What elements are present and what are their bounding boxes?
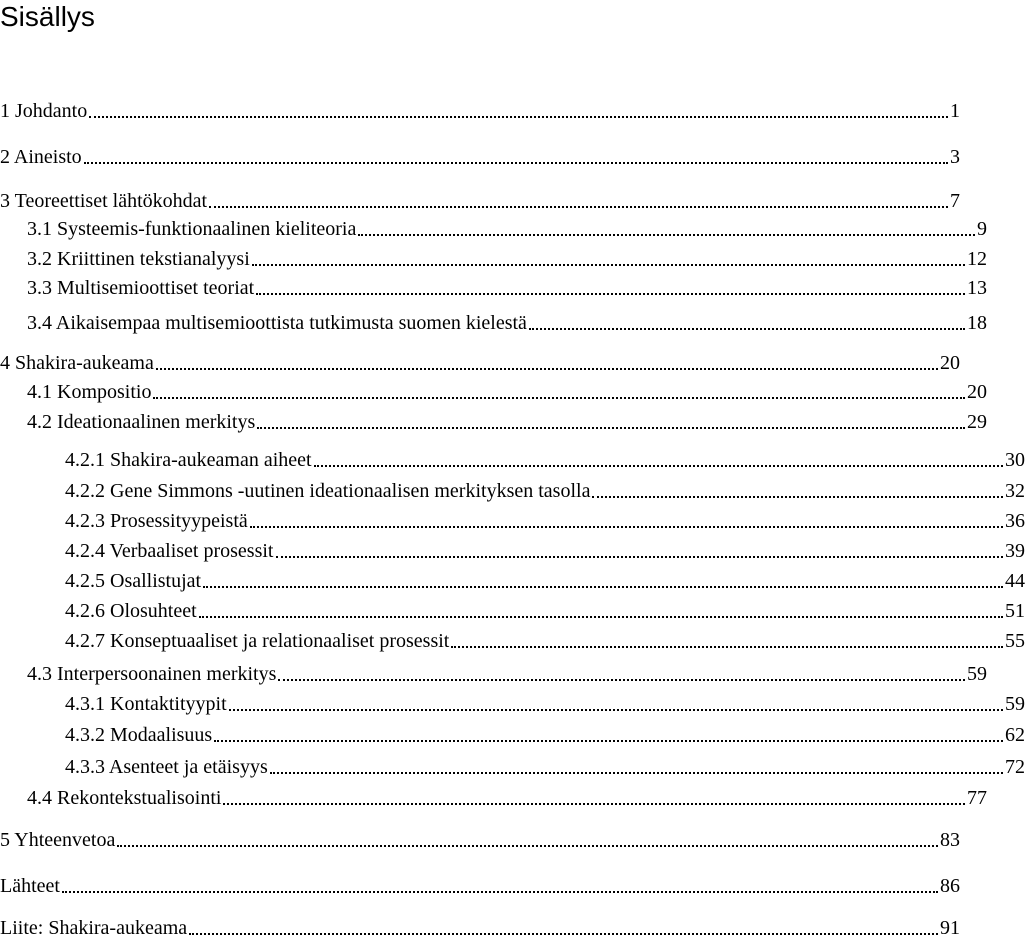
- dot-leader: [84, 161, 948, 164]
- page-title: Sisällys: [0, 1, 95, 32]
- toc-entry-label: 3.4 Aikaisempaa multisemioottista tutkimusta suomen kielestä: [27, 312, 527, 334]
- dot-leader: [358, 233, 975, 236]
- toc-entry-page-number: 51: [1005, 600, 1025, 622]
- dot-leader: [209, 205, 948, 208]
- toc-entry-label: 4.2 Ideationaalinen merkitys: [27, 411, 256, 433]
- toc-entry-page-number: 3: [950, 146, 960, 168]
- toc-entry-page-number: 9: [977, 218, 987, 240]
- toc-entry[interactable]: [0, 784, 989, 812]
- toc-entry-label: 4.2.1 Shakira-aukeaman aiheet: [65, 449, 312, 471]
- toc-entry-label: Lähteet: [0, 875, 60, 897]
- toc-entry[interactable]: [0, 690, 1027, 718]
- toc-entry-label: 4.4 Rekontekstualisointi: [27, 787, 222, 809]
- dot-leader: [276, 555, 1004, 558]
- toc-entry-label: 3.3 Multisemioottiset teoriat: [27, 277, 255, 299]
- toc-entry-page-number: 12: [967, 248, 987, 270]
- toc-entry[interactable]: [0, 477, 1027, 505]
- dot-leader: [270, 771, 1003, 774]
- toc-entry-label: 4.3.3 Asenteet ja etäisyys: [65, 756, 268, 778]
- dot-leader: [451, 645, 1003, 648]
- toc-entry-page-number: 36: [1005, 510, 1025, 532]
- toc-entry[interactable]: [0, 97, 962, 125]
- toc-entry-label: 4.2.3 Prosessityypeistä: [65, 510, 248, 532]
- dot-leader: [278, 678, 965, 681]
- toc-entry-page-number: 55: [1005, 630, 1025, 652]
- toc-entry[interactable]: [0, 537, 1027, 565]
- toc-entry-page-number: 72: [1005, 756, 1025, 778]
- toc-entry-page-number: 44: [1005, 570, 1025, 592]
- dot-leader: [89, 115, 948, 118]
- toc-entry-page-number: 20: [940, 352, 960, 374]
- toc-entry[interactable]: [0, 408, 989, 436]
- toc-entry[interactable]: [0, 143, 962, 171]
- toc-entry-page-number: 59: [967, 663, 987, 685]
- toc-entry[interactable]: [0, 507, 1027, 535]
- dot-leader: [256, 292, 965, 295]
- toc-entry[interactable]: [0, 567, 1027, 595]
- toc-entry-label: 5 Yhteenvetoa: [0, 829, 116, 851]
- toc-entry[interactable]: [0, 274, 989, 302]
- toc-entry-label: 4.2.4 Verbaaliset prosessit: [65, 540, 274, 562]
- toc-entry[interactable]: [0, 378, 989, 406]
- toc-entry-page-number: 77: [967, 787, 987, 809]
- toc-entry[interactable]: [0, 215, 989, 243]
- toc-entry[interactable]: [0, 872, 962, 900]
- dot-leader: [156, 367, 938, 370]
- dot-leader: [592, 495, 1003, 498]
- dot-leader: [117, 844, 938, 847]
- toc-entry[interactable]: [0, 349, 962, 377]
- dot-leader: [199, 615, 1003, 618]
- toc-entry-page-number: 59: [1005, 693, 1025, 715]
- toc-entry[interactable]: [0, 753, 1027, 781]
- toc-entry-label: 2 Aineisto: [0, 146, 82, 168]
- toc-entry-label: 4 Shakira-aukeama: [0, 352, 154, 374]
- toc-entry-label: 4.3.1 Kontaktityypit: [65, 693, 227, 715]
- toc-entry-page-number: 62: [1005, 724, 1025, 746]
- dot-leader: [229, 708, 1003, 711]
- toc-entry-page-number: 13: [967, 277, 987, 299]
- toc-entry-page-number: 18: [967, 312, 987, 334]
- dot-leader: [314, 464, 1003, 467]
- toc-entry-page-number: 39: [1005, 540, 1025, 562]
- toc-entry-page-number: 91: [940, 917, 960, 939]
- toc-entry[interactable]: [0, 627, 1027, 655]
- toc-entry-page-number: 30: [1005, 449, 1025, 471]
- toc-entry-label: 4.2.2 Gene Simmons -uutinen ideationaalisen merkityksen tasolla: [65, 480, 591, 502]
- dot-leader: [189, 932, 938, 935]
- toc-entry-label: 4.1 Kompositio: [27, 381, 152, 403]
- toc-entry-label: Liite: Shakira-aukeama: [0, 917, 188, 939]
- dot-leader: [529, 327, 965, 330]
- dot-leader: [257, 426, 965, 429]
- toc-entry-page-number: 7: [950, 190, 960, 212]
- toc-entry-label: 3 Teoreettiset lähtökohdat: [0, 190, 208, 212]
- dot-leader: [214, 739, 1003, 742]
- dot-leader: [62, 890, 938, 893]
- toc-entry-page-number: 32: [1005, 480, 1025, 502]
- toc-entry[interactable]: [0, 826, 962, 854]
- toc-entry-page-number: 83: [940, 829, 960, 851]
- toc-entry-label: 3.1 Systeemis-funktionaalinen kieliteoria: [27, 218, 357, 240]
- toc-entry[interactable]: [0, 309, 989, 337]
- toc-entry-page-number: 29: [967, 411, 987, 433]
- dot-leader: [250, 525, 1003, 528]
- toc-entry-label: 3.2 Kriittinen tekstianalyysi: [27, 248, 250, 270]
- toc-entry-label: 4.3 Interpersoonainen merkitys: [27, 663, 277, 685]
- toc-entry-label: 4.3.2 Modaalisuus: [65, 724, 213, 746]
- toc-entry-label: 4.2.5 Osallistujat: [65, 570, 202, 592]
- dot-leader: [153, 396, 965, 399]
- toc-entry-label: 1 Johdanto: [0, 100, 88, 122]
- toc-entry[interactable]: [0, 245, 989, 273]
- toc-entry-page-number: 1: [950, 100, 960, 122]
- toc-entry-page-number: 86: [940, 875, 960, 897]
- toc-entry[interactable]: [0, 187, 962, 215]
- toc-entry[interactable]: [0, 721, 1027, 749]
- toc-entry-label: 4.2.6 Olosuhteet: [65, 600, 197, 622]
- dot-leader: [252, 263, 965, 266]
- toc-entry-label: 4.2.7 Konseptuaaliset ja relationaaliset prosessit: [65, 630, 450, 652]
- toc-entry[interactable]: [0, 660, 989, 688]
- toc-entry[interactable]: [0, 446, 1027, 474]
- dot-leader: [203, 585, 1003, 588]
- dot-leader: [223, 802, 965, 805]
- toc-entry[interactable]: [0, 597, 1027, 625]
- toc-entry-page-number: 20: [967, 381, 987, 403]
- toc-entry[interactable]: [0, 914, 962, 942]
